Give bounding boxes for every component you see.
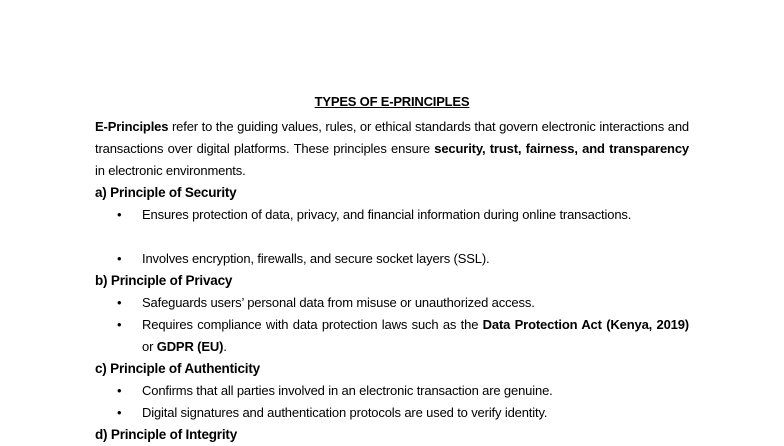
intro-text-2: in electronic environments. bbox=[95, 163, 246, 178]
intro-emphasis: security, trust, fairness, and transparency bbox=[434, 141, 689, 156]
intro-paragraph bbox=[95, 116, 689, 182]
intro-term: E-Principles bbox=[95, 119, 169, 134]
bullet-text-mid: or bbox=[142, 339, 157, 354]
data-protection-act: Data Protection Act (Kenya, 2019) bbox=[482, 317, 689, 332]
bullet-text-pre: Requires compliance with data protection laws such as the bbox=[142, 317, 483, 332]
bullet-icon: • bbox=[117, 317, 122, 332]
bullet-text-post: . bbox=[223, 339, 227, 354]
list-item-text bbox=[142, 314, 689, 358]
page-title: TYPES OF E-PRINCIPLES bbox=[314, 94, 470, 109]
bullet-icon: • bbox=[117, 251, 122, 266]
bullet-icon: • bbox=[117, 207, 122, 222]
intro-text-1: refer to the guiding values, rules, or ethical standards that govern electronic interactions and transactions over digital platforms. These principles ensure bbox=[95, 119, 689, 156]
list-item-text: Ensures protection of data, privacy, and financial information during online transactions. bbox=[142, 207, 632, 222]
section-heading-security: a) Principle of Security bbox=[95, 185, 237, 200]
list-item-text: Involves encryption, firewalls, and secure socket layers (SSL). bbox=[142, 251, 490, 266]
bullet-icon: • bbox=[117, 405, 122, 420]
section-heading-privacy: b) Principle of Privacy bbox=[95, 273, 233, 288]
section-heading-authenticity: c) Principle of Authenticity bbox=[95, 361, 260, 376]
list-item-text: Digital signatures and authentication protocols are used to verify identity. bbox=[142, 405, 548, 420]
bullet-icon: • bbox=[117, 295, 122, 310]
list-item-text: Safeguards users’ personal data from misuse or unauthorized access. bbox=[142, 295, 535, 310]
bullet-icon: • bbox=[117, 383, 122, 398]
section-heading-integrity: d) Principle of Integrity bbox=[95, 427, 238, 442]
list-item-text: Confirms that all parties involved in an electronic transaction are genuine. bbox=[142, 383, 553, 398]
gdpr-reference: GDPR (EU) bbox=[156, 339, 224, 354]
